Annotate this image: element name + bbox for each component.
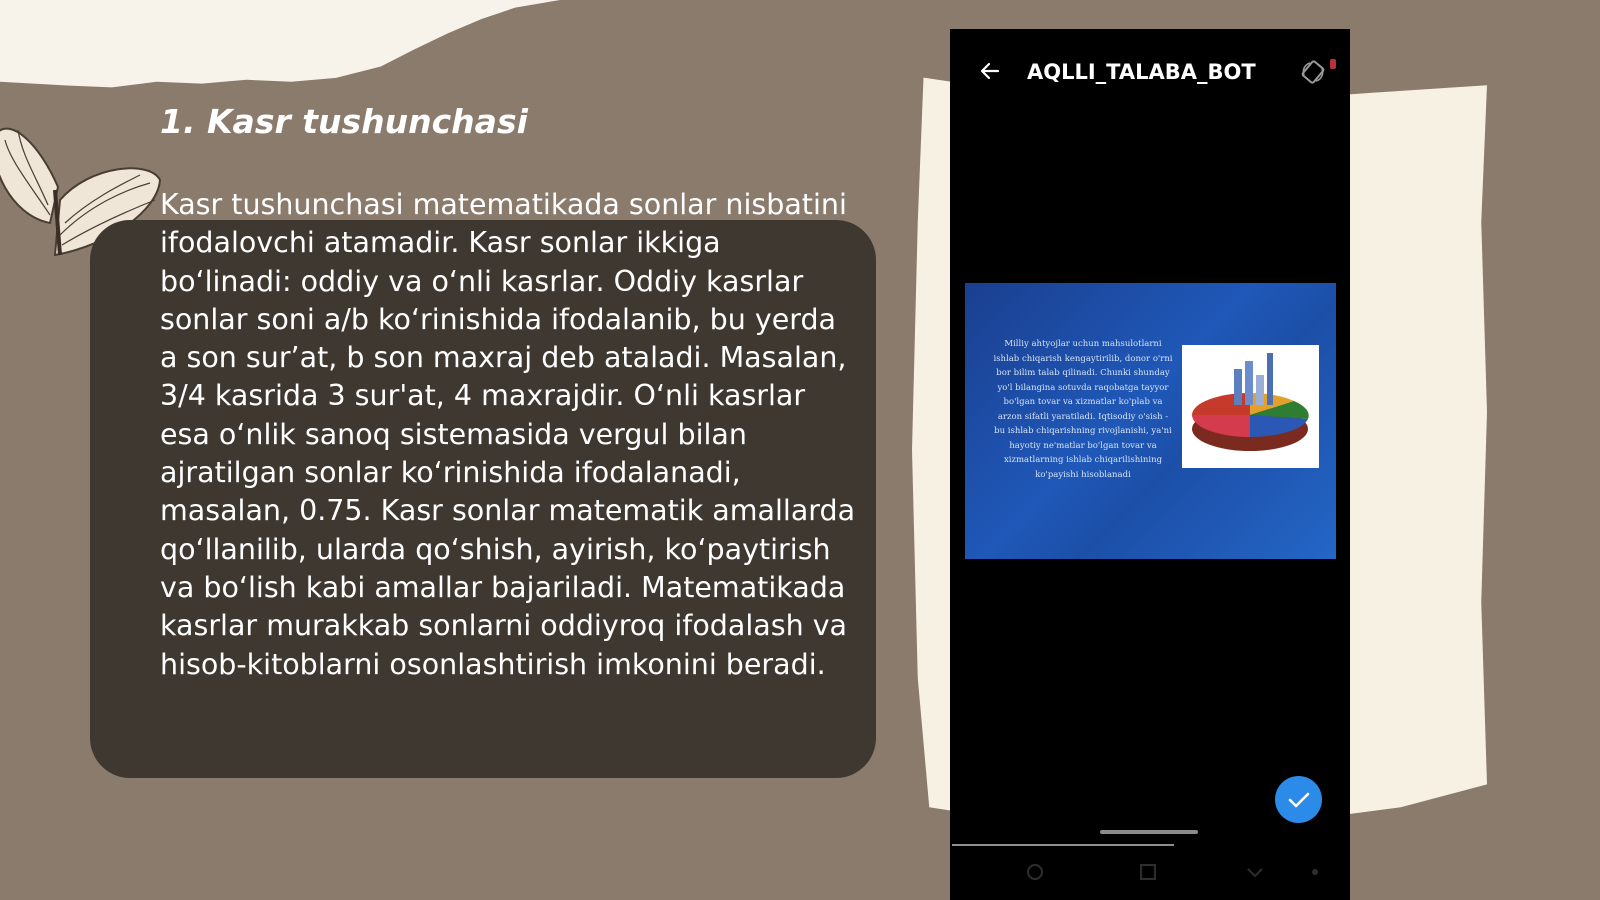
arrow-left-icon[interactable] — [978, 59, 1002, 83]
checkmark-icon — [1286, 789, 1312, 811]
notification-dot — [1330, 59, 1336, 69]
chat-header — [950, 29, 1350, 119]
bottom-navigation-bar — [950, 849, 1350, 899]
progress-line — [952, 844, 1174, 846]
nav-home-icon[interactable] — [1138, 862, 1158, 882]
phone-screen — [950, 29, 1350, 900]
nav-back-icon[interactable] — [1245, 862, 1265, 882]
image-preview[interactable] — [965, 283, 1336, 559]
slide-body-text: Kasr tushunchasi matematikada sonlar nisbatini ifodalovchi atamadir. Kasr sonlar ikkiga bo‘linadi: oddiy va o‘nli kasrlar. Oddiy kasrlar sonlar soni a/b ko‘rinishida ifodalanib, bu yerda a son sur’at, b son maxraj deb ataladi. Masalan, 3/4 kasrida 3 sur'at, 4 maxrajdir. O‘nli kasrlar esa o‘nlik sanoq sistemasida vergul bilan ajratilgan sonlar ko‘rinishida ifodalanadi, masalan, 0.75. Kasr sonlar matematik amallarda qo‘llanilib, ularda qo‘shish, ayirish, ko‘paytirish va bo‘lish kabi amallar bajariladi. Matematikada kasrlar murakkab sonlarni oddiyroq ifodalash va hisob-kitoblarni osonlashtirish imkonini beradi. — [160, 188, 856, 681]
chat-title: AQLLI_TALABA_BOT — [1027, 60, 1256, 84]
slide-title: 1. Kasr tushunchasi — [160, 102, 528, 141]
preview-pie-chart-image — [1182, 345, 1319, 468]
preview-slide-text: Milliy ahtyojlar uchun mahsulotlarni ishlab chiqarish kengaytirilib, donor o'rni bor bilim talab qilinadi. Chunki shunday yo'l bilangina sotuvda raqobatga tayyor bo'lgan tovar va xizmatlar ko'plab va arzon sifatli yaratiladi. Iqtisodiy o'sish - bu ishlab chiqarishning rivojlanishi, ya'ni hayotiy ne'matlar bo'lgan tovar va xizmatlarning ishlab chiqarilishining ko'payishi hisoblanadi — [993, 339, 1173, 480]
rotate-icon[interactable] — [1300, 59, 1326, 85]
nav-extra-icon[interactable] — [1305, 862, 1325, 882]
nav-menu-icon[interactable] — [1025, 862, 1045, 882]
gesture-bar — [1100, 830, 1198, 834]
torn-paper-top — [0, 0, 560, 95]
confirm-button[interactable] — [1275, 776, 1322, 823]
